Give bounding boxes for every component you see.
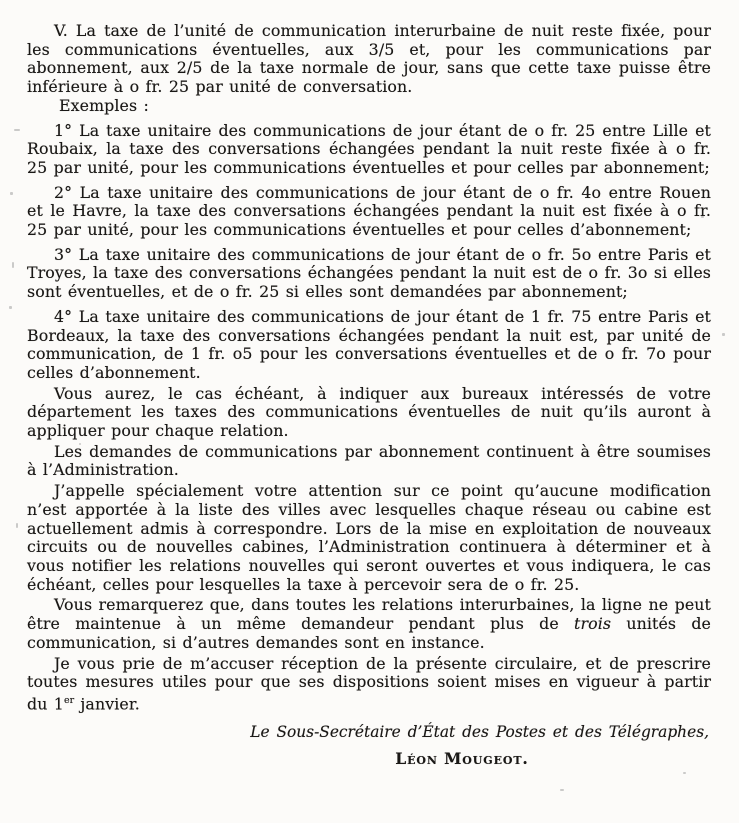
para-bureaux	[27, 385, 711, 441]
signature-block	[0, 723, 739, 768]
text-run: Vous aurez, le cas échéant, à indiquer aux bureaux intéressés de votre département les taxes des communications éventuelles de nuit qu’ils auront à appliquer pour chaque relation.	[27, 383, 711, 441]
text-run: Exemples :	[59, 95, 149, 115]
example-3	[27, 246, 711, 302]
scan-speck	[10, 192, 13, 195]
text-run: unités de communication, si d’autres demandes sont en instance.	[27, 614, 711, 652]
scan-speck	[701, 216, 704, 218]
example-2	[27, 184, 711, 240]
text-run: 4° La taxe unitaire des communications de jour étant de 1 fr. 75 entre Paris et Bordeaux, la taxe des conversations échangées pendant la nuit est, par unité de communication, de 1 fr. o5 pour les conversations éventuelles et de o fr. 7o pour celles d’abonnement.	[27, 306, 711, 382]
text-run: J’appelle spécialement votre attention sur ce point qu’aucune modification n’est apportée à la liste des villes avec lesquelles chaque réseau ou cabine est actuellement admis à correspondre. Lors de la mise en exploitation de nouveaux circuits ou de nouvelles cabines, l’Administration continuera à déterminer et à vous notifier les relations nouvelles qui seront ouvertes et vous indiquera, le cas échéant, celles pour lesquelles la taxe à percevoir sera de o fr. 25.	[27, 481, 711, 594]
para-demandes	[27, 443, 711, 480]
scan-speck	[12, 262, 14, 268]
text-run: V. La taxe de l’unité de communication interurbaine de nuit reste fixée, pour les communications éventuelles, aux 3/5 et, pour les communications par abonnement, aux 2/5 de la taxe normale de jour, sans que cette taxe puisse être inférieure à o fr. 25 par unité de conversation.	[27, 21, 711, 97]
text-run-italic: trois	[574, 614, 612, 634]
para-accuser-reception	[27, 655, 711, 714]
text-run: 2° La taxe unitaire des communications de jour étant de o fr. 4o entre Rouen et le Havre, la taxe des conversations échangées pendant la nuit est fixée à o fr. 25 par unité, pour les communications éventuelles et pour celles d’abonnement;	[27, 182, 711, 240]
article-v	[27, 22, 711, 97]
scan-speck	[16, 523, 18, 528]
example-1	[27, 122, 711, 178]
para-liste-villes	[27, 482, 711, 594]
scan-speck	[722, 333, 725, 336]
scan-speck	[560, 789, 564, 791]
scan-speck	[683, 772, 686, 774]
text-run: 3° La taxe unitaire des communications de jour étant de o fr. 5o entre Paris et Troyes, la taxe des conversations échangées pendant la nuit est de o fr. 3o si elles sont éventuelles, et de o fr. 25 si elles sont demandées par abonnement;	[27, 244, 711, 302]
text-run: Les demandes de communications par abonnement continuent à être soumises à l’Administration.	[27, 441, 711, 480]
para-trois-unites	[27, 596, 711, 652]
text-run: Vous remarquerez que, dans toutes les relations interurbaines, la ligne ne peut être maintenue à un même demandeur pendant plus de	[27, 595, 711, 634]
scan-speck	[9, 306, 12, 309]
text-run: Je vous prie de m’accuser réception de la présente circulaire, et de prescrire toutes mesures utiles pour que ses dispositions soient mises en vigueur à partir du 1	[27, 653, 711, 714]
signatory-name: Léon Mougeot.	[395, 748, 529, 768]
exemples-heading	[27, 97, 711, 116]
scan-speck	[79, 443, 81, 445]
signature-title: Le Sous-Secrétaire d’État des Postes et des Télégraphes,	[250, 722, 709, 741]
text-run: 1° La taxe unitaire des communications de jour étant de o fr. 25 entre Lille et Roubaix, la taxe des conversations échangées pendant la nuit reste fixée à o fr. 25 par unité, pour les communications éventuelles et pour celles par abonnement;	[27, 120, 711, 177]
scan-speck	[14, 129, 20, 131]
text-run-sup: er	[63, 694, 75, 706]
example-4	[27, 308, 711, 383]
text-run: janvier.	[74, 694, 140, 714]
